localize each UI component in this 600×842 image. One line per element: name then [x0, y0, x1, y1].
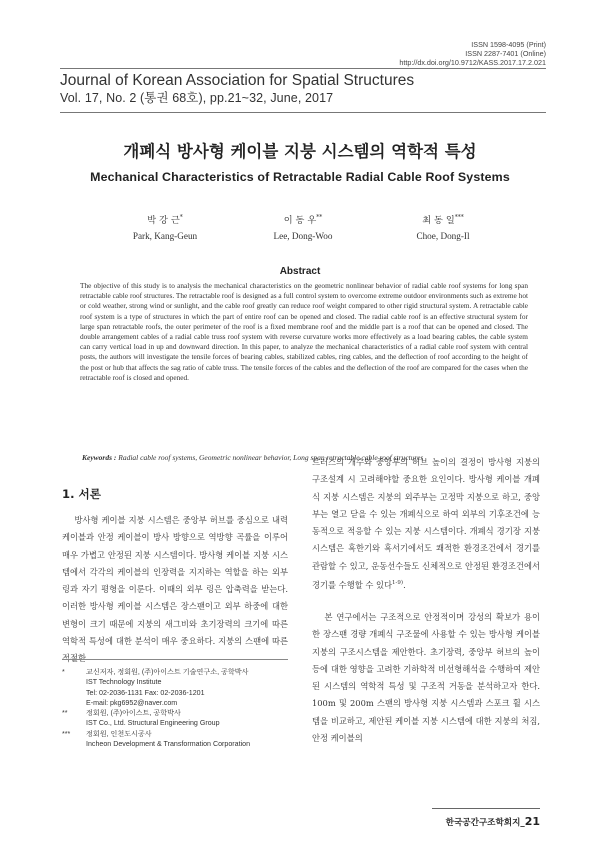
- header-rule-bottom: [60, 112, 546, 113]
- paragraph-text: 트러스의 개수와 중앙부의 허브 높이의 결정이 방사형 지붕의 구조설계 시 고려해야할 중요한 요인이다. 방사형 케이블 개폐식 지붕 시스템은 지붕의 외주부는 고정막 지붕으로 하고, 중앙부는 열고 닫을 수 있는 개폐식으로 하여 외부의 기후조건에 능동적으로 적응할 수 있는 지붕 시스템이다. 개폐식 경기장 지붕 시스템은 혹한기와 혹서기에서도 쾌적한 환경조건에서 경기를 관람할 수 있고, 운동선수들도 신체적으로 안정된 환경조건에서 경기를 수행할 수 있다: [312, 457, 540, 590]
- footer-separator: _: [520, 818, 525, 828]
- footnote-mark: *: [62, 668, 65, 676]
- author-name-ko: 이 동 우: [283, 215, 317, 227]
- footnote-2: [62, 708, 288, 729]
- author-name-en: Choe, Dong-Il: [416, 231, 470, 242]
- journal-name: Journal of Korean Association for Spatial Structures: [60, 72, 415, 89]
- abstract-heading: Abstract: [279, 266, 321, 277]
- author-name-ko: 최 동 일: [422, 215, 455, 227]
- footer-rule: [432, 808, 540, 809]
- author-name-en: Park, Kang-Geun: [132, 231, 198, 242]
- footnote-line: 교신저자, 정회원, (주)아이스트 기술연구소, 공학박사: [86, 668, 249, 676]
- paper-title-korean: 개폐식 방사형 케이블 지붕 시스템의 역학적 특성: [123, 142, 477, 161]
- page-footer: [446, 815, 540, 828]
- footer-journal: 한국공간구조학회지: [445, 818, 521, 828]
- page-number: 21: [524, 815, 540, 828]
- journal-info: [60, 72, 540, 106]
- author-mark: *: [179, 214, 183, 221]
- footnote-line: Tel: 02-2036-1131 Fax: 02-2036-1201: [86, 688, 205, 697]
- author-mark: **: [316, 214, 323, 221]
- footnotes: [62, 667, 288, 749]
- footnote-mark: **: [62, 709, 68, 718]
- section-heading: 1. 서론: [62, 487, 101, 501]
- footnote-mark: ***: [62, 729, 71, 738]
- footnote-1: [62, 667, 288, 708]
- doi-link[interactable]: http://dx.doi.org/10.9712/KASS.2017.17.2.021: [399, 58, 546, 68]
- volume-line: Vol. 17, No. 2 (통권 68호), pp.21~32, June, 2017: [60, 91, 334, 105]
- issn-online: ISSN 2287-7401 (Online): [465, 49, 546, 59]
- citation-ref[interactable]: 1-9): [392, 580, 404, 587]
- abstract-text: The objective of this study is to analysis the mechanical characteristics on the geometric nonlinear behavior of radial cable roof systems for long span retractable cable roof structures. The retractable roof is designed as a full control system to overcome extreme outdoor environments such as extreme hot or cold weather, strong wind or sunlight, and the cable roof greatly can reduce roof weight compared to other rigid structural system. A retractable cable roof system is a type of structures in which the part of entire roof can be opened and closed. The radial cable roof is an effective structural system for large span retractable roofs, the outer perimeter of the roof is a fixed membrane roof and the middle part is a roof that can be opened and closed. The double arrangement cables of a radial cable truss roof system with reverse curvature works more effectively as a load bearing cables, the cable system can carry vertical load in up and downward direction. In this paper, to analyze the mechanical characteristics of a radial cable roof system with central posts, the authors will investigate the tensile forces of bearing cables, stabilized cables, ring cables, and the deflection of roof according to the height of the post or hub that affects the sag ratio of cable truss. The tensile forces of the cables and the deflection of the roof are compared for the cases when the retractable roof is closed and opened.: [80, 281, 528, 382]
- paragraph-end: .: [403, 579, 406, 590]
- author-mark: ***: [454, 214, 464, 221]
- footnote-rule: [62, 659, 288, 660]
- footnote-3: [62, 729, 288, 750]
- footnote-line: 정회원, 인천도시공사: [86, 729, 152, 738]
- footnote-line: 정회원, (주)아이스트, 공학박사: [86, 709, 181, 718]
- header-rule-top: [60, 68, 546, 69]
- footnote-line: Incheon Development & Transformation Corporation: [86, 740, 251, 749]
- keywords-text: Radial cable roof systems, Geometric nonlinear behavior, Long span retractable cable roof structures: [118, 453, 424, 462]
- issn-print: ISSN 1598-4095 (Print): [471, 40, 546, 49]
- author-name-en: Lee, Dong-Woo: [273, 231, 333, 242]
- keywords-label: Keywords :: [82, 453, 117, 462]
- footnote-email[interactable]: E-mail: pkg6952@naver.com: [86, 698, 178, 707]
- paper-title-english: Mechanical Characteristics of Retractable Radial Cable Roof Systems: [90, 170, 510, 184]
- author-name-ko: 박 강 근: [147, 215, 180, 227]
- body-paragraph-right-1: [312, 454, 540, 594]
- body-paragraph-right-2: 본 연구에서는 구조적으로 안정적이며 강성의 확보가 용이한 장스팬 경량 개폐식 구조물에 사용할 수 있는 방사형 케이블 지붕의 구조시스템을 제안한다. 초기장력, 중앙부 허브의 높이 등에 대한 영향을 고려한 기하학적 비선형해석을 수행하여 제안된 시스템의 역학적 특성 및 구조적 거동을 분석하고자 한다. 100m 및 200m 스팬의 방사형 지붕 시스템과 스포크 휠 시스템을 비교하고, 제안된 케이블 지붕 시스템에 대한 지붕의 처짐, 안정 케이블의: [312, 612, 540, 744]
- issn-block: [399, 40, 546, 68]
- body-paragraph-left: 방사형 케이블 지붕 시스템은 중앙부 허브를 중심으로 내력 케이블과 안정 케이블이 방사 방향으로 역방향 곡률을 이루어 매우 가볍고 안정된 지붕 시스템이다. 방사형 케이블 지붕 시스템에서 각각의 케이블의 인장력을 지지하는 역할을 하는 외부 링과 자기 평형을 이룬다. 이때의 외부 링은 압축력을 받는다. 이러한 방사형 케이블 시스템은 장스팬이고 외부 하중에 대한 변형이 크기 때문에 지붕의 새그비와 초기장력의 크기에 따른 역학적 특성에 대한 분석이 매우 중요하다. 지붕의 스팬에 따른: [62, 515, 288, 647]
- footnote-line: IST Technology Institute: [86, 678, 162, 687]
- author-3: [358, 210, 528, 243]
- footnote-line: IST Co., Ltd. Structural Engineering Group: [86, 719, 220, 728]
